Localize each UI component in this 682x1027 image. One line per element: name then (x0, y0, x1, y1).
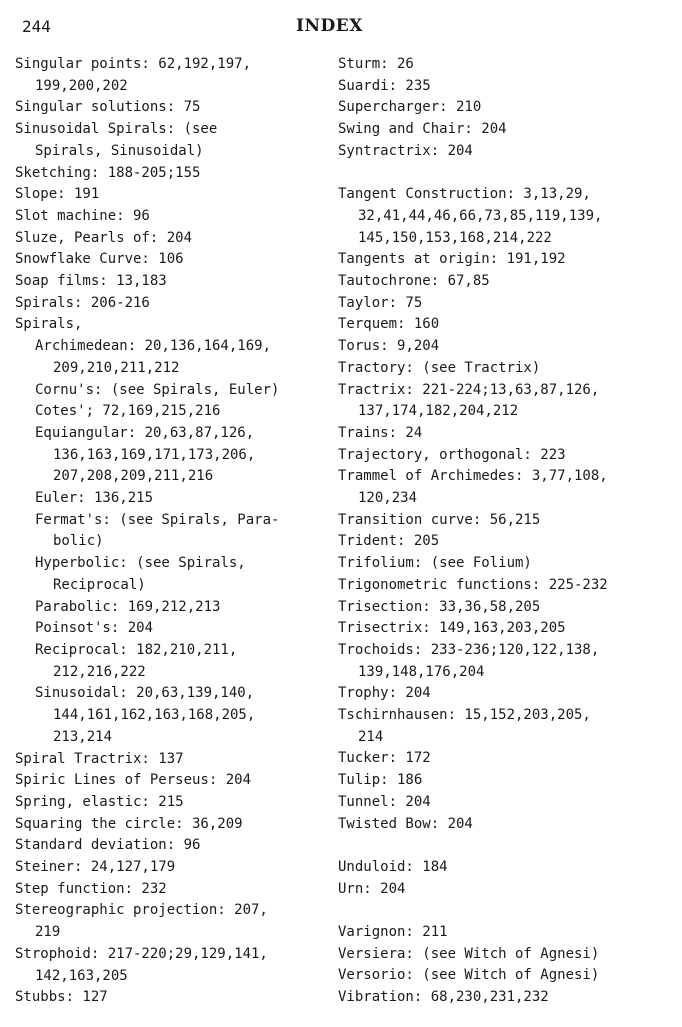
index-entry: Spirals: 206-216 (15, 294, 150, 311)
index-entry: Syntractrix: 204 (338, 142, 473, 159)
index-entry: Tangent Construction: 3,13,29, (338, 186, 591, 203)
index-entry: Spirals, (15, 316, 83, 333)
index-entry: Torus: 9,204 (338, 338, 440, 355)
index-entry: 212,216,222 (53, 663, 146, 680)
index-entry: Slot machine: 96 (15, 207, 150, 224)
index-entry: 213,214 (53, 728, 113, 745)
index-entry: Euler: 136,215 (35, 490, 154, 507)
index-entry: Hyperbolic: (see Spirals, (35, 555, 246, 572)
index-entry: Stubbs: 127 (15, 989, 108, 1006)
index-entry: Standard deviation: 96 (15, 837, 201, 854)
index-entry: Cotes'; 72,169,215,216 (35, 403, 221, 420)
index-entry: Tunnel: 204 (338, 793, 431, 810)
page-title: INDEX (296, 16, 363, 36)
index-entry: Sluze, Pearls of: 204 (15, 229, 193, 246)
index-entry: 145,150,153,168,214,222 (358, 229, 552, 246)
index-entry: 144,161,162,163,168,205, (53, 707, 256, 724)
index-entry: Spiral Tractrix: 137 (15, 750, 184, 767)
index-entry: 214 (358, 728, 384, 745)
index-entry: Trains: 24 (338, 424, 423, 441)
index-entry: Cornu's: (see Spirals, Euler) (35, 381, 280, 398)
index-entry: 207,208,209,211,216 (53, 468, 214, 485)
index-entry: Tucker: 172 (338, 750, 431, 767)
index-entry: Tractory: (see Tractrix) (338, 359, 541, 376)
index-entry: 136,163,169,171,173,206, (53, 446, 256, 463)
index-entry: Tangents at origin: 191,192 (338, 251, 566, 268)
index-entry: Trisectrix: 149,163,203,205 (338, 620, 566, 637)
index-entry: Archimedean: 20,136,164,169, (35, 338, 272, 355)
index-entry: 209,210,211,212 (53, 359, 180, 376)
index-entry: Trident: 205 (338, 533, 440, 550)
index-entry: 139,148,176,204 (358, 663, 485, 680)
index-entry: Fermat's: (see Spirals, Para- (35, 511, 280, 528)
index-column-right (338, 54, 678, 1009)
index-entry: Vibration: 68,230,231,232 (338, 989, 549, 1006)
index-entry: Trigonometric functions: 225-232 (338, 576, 608, 593)
page-number: 244 (22, 17, 51, 36)
index-entry: Tschirnhausen: 15,152,203,205, (338, 707, 591, 724)
index-gap (338, 163, 678, 185)
index-entry: Slope: 191 (15, 186, 100, 203)
index-entry: Equiangular: 20,63,87,126, (35, 424, 255, 441)
index-entry: Singular solutions: 75 (15, 99, 201, 116)
index-gap (338, 835, 678, 857)
index-entry: Transition curve: 56,215 (338, 511, 541, 528)
index-entry: Terquem: 160 (338, 316, 440, 333)
index-entry: Parabolic: 169,212,213 (35, 598, 221, 615)
index-entry: Versorio: (see Witch of Agnesi) (338, 967, 600, 984)
index-entry: Unduloid: 184 (338, 858, 448, 875)
index-entry: Spiric Lines of Perseus: 204 (15, 772, 252, 789)
index-entry: Trophy: 204 (338, 685, 431, 702)
index-entry: Supercharger: 210 (338, 99, 482, 116)
index-entry: Sinusoidal Spirals: (see (15, 121, 218, 138)
index-entry: Squaring the circle: 36,209 (15, 815, 243, 832)
index-entry: Spirals, Sinusoidal) (35, 142, 204, 159)
index-entry: Reciprocal) (53, 576, 146, 593)
index-entry: Trajectory, orthogonal: 223 (338, 446, 566, 463)
index-entry: 137,174,182,204,212 (358, 403, 519, 420)
index-gap (338, 900, 678, 922)
index-entry: Swing and Chair: 204 (338, 121, 507, 138)
index-entry: Versiera: (see Witch of Agnesi) (338, 945, 600, 962)
index-entry: Stereographic projection: 207, (15, 902, 268, 919)
index-entry: Tautochrone: 67,85 (338, 273, 490, 290)
index-entry: Strophoid: 217-220;29,129,141, (15, 945, 268, 962)
index-entry: Taylor: 75 (338, 294, 423, 311)
index-entry: Soap films: 13,183 (15, 273, 167, 290)
index-entry: Tractrix: 221-224;13,63,87,126, (338, 381, 600, 398)
index-entry: Trifolium: (see Folium) (338, 555, 532, 572)
index-column-left (15, 54, 335, 1009)
index-entry: Trisection: 33,36,58,205 (338, 598, 541, 615)
index-entry: Trammel of Archimedes: 3,77,108, (338, 468, 608, 485)
index-entry: 219 (35, 924, 61, 941)
index-entry: Steiner: 24,127,179 (15, 859, 176, 876)
index-entry: Urn: 204 (338, 880, 406, 897)
index-entry: Singular points: 62,192,197, (15, 56, 252, 72)
index-entry: Poinsot's: 204 (35, 620, 154, 637)
index-entry: Snowflake Curve: 106 (15, 251, 184, 268)
index-entry: 199,200,202 (35, 77, 128, 94)
index-entry: Sketching: 188-205;155 (15, 164, 201, 181)
index-entry: Varignon: 211 (338, 924, 448, 941)
index-entry: bolic) (53, 533, 104, 550)
index-entry: Tulip: 186 (338, 772, 423, 789)
index-entry: Sturm: 26 (338, 56, 414, 72)
index-entry: Reciprocal: 182,210,211, (35, 641, 238, 658)
index-entry: Twisted Bow: 204 (338, 815, 473, 832)
index-entry: 142,163,205 (35, 967, 128, 984)
index-entry: 120,234 (358, 490, 418, 507)
index-entry: Trochoids: 233-236;120,122,138, (338, 641, 600, 658)
index-entry: Suardi: 235 (338, 77, 431, 94)
index-entry: Sinusoidal: 20,63,139,140, (35, 685, 255, 702)
index-entry: 32,41,44,46,66,73,85,119,139, (358, 207, 603, 224)
index-entry: Spring, elastic: 215 (15, 793, 184, 810)
index-entry: Step function: 232 (15, 880, 167, 897)
